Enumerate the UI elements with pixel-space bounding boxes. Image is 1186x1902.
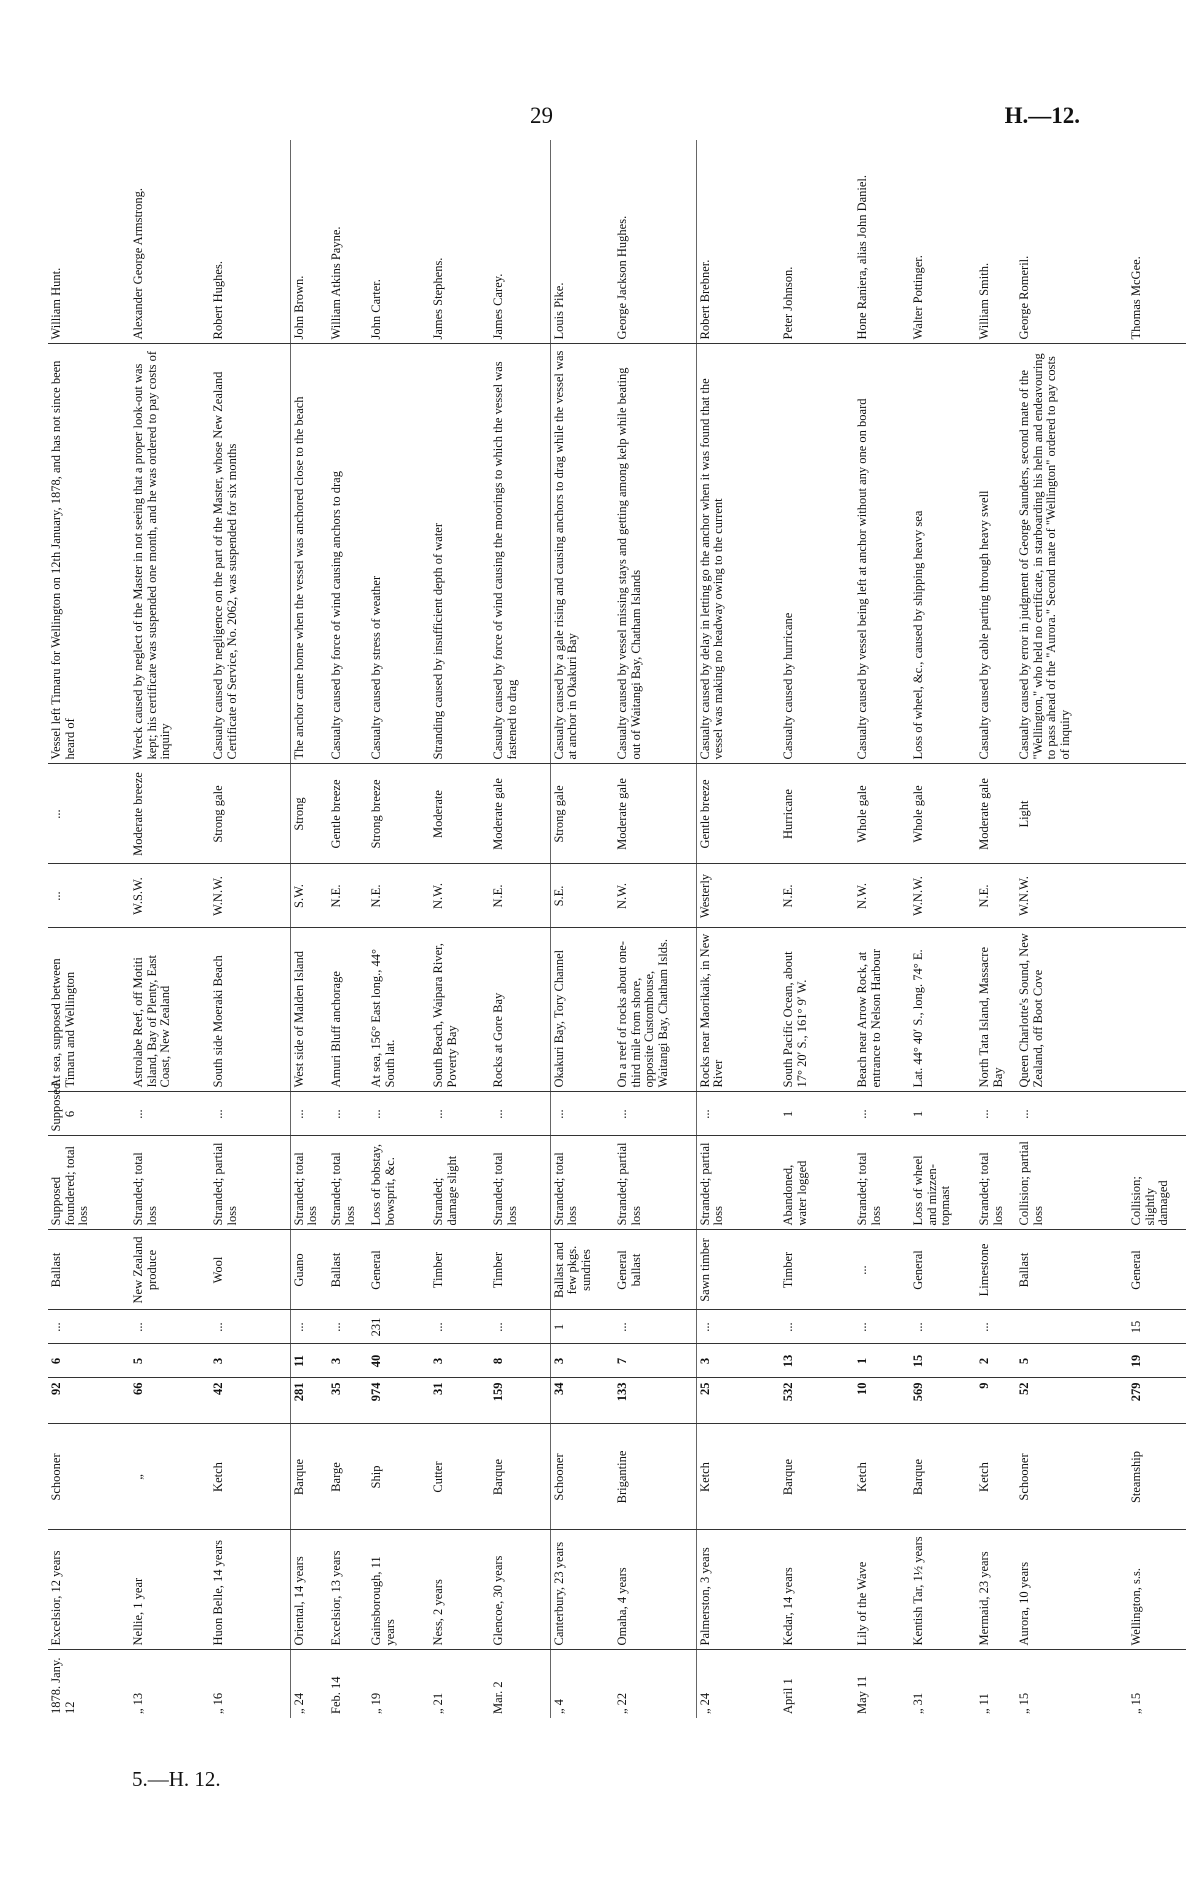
lives-lost-cell: ...: [614, 1092, 696, 1136]
date-cell: „ 19: [368, 1650, 430, 1718]
cause-cell: Wreck caused by neglect of the Master in not seeing that a proper look-out was kept; his certificate was suspended one month, and he was ordered to pay costs of inquiry: [130, 344, 210, 764]
date-cell: „ 4: [550, 1650, 614, 1718]
date-cell: 1878. Jany. 12: [48, 1650, 130, 1718]
place-cell: North Tata Island, Massacre Bay: [976, 928, 1016, 1092]
master-name-cell: George Romeril.: [1017, 255, 1031, 340]
passengers-cell: ...: [696, 1310, 780, 1344]
place-cell: Rocks near Maorikaik, in New River: [696, 928, 780, 1092]
tonnage-cell: 66: [130, 1378, 210, 1424]
cargo-cell: Guano: [290, 1230, 328, 1310]
wind-direction-cell: N.E.: [328, 864, 368, 928]
cargo-cell: Timber: [430, 1230, 490, 1310]
tonnage-cell: 92: [48, 1378, 130, 1424]
casualty-nature-cell: Collision; slightly damaged: [1128, 1136, 1186, 1230]
tonnage-cell: 52: [1016, 1378, 1128, 1424]
wind-force-cell: Moderate gale: [614, 764, 696, 864]
master-name-cell: Thomas McGee.: [1129, 256, 1143, 340]
place-cell: Lat. 44° 40′ S., long. 74° E.: [910, 928, 976, 1092]
table-row: [48, 140, 130, 1718]
table-row: [130, 140, 210, 1718]
tonnage-cell: 42: [210, 1378, 290, 1424]
passengers-cell: ...: [430, 1310, 490, 1344]
passengers-cell: ...: [780, 1310, 854, 1344]
vessel-cell: Gainsborough, 11 years: [368, 1530, 430, 1650]
wind-direction-cell: N.W.: [854, 864, 910, 928]
cause-cell: [1128, 344, 1186, 764]
tonnage-cell: 35: [328, 1378, 368, 1424]
rig-cell: Barque: [910, 1424, 976, 1530]
wind-force-cell: Strong gale: [550, 764, 614, 864]
cause-cell: Casualty caused by a gale rising and causing anchors to drag while the vessel was at anchor in Okakuri Bay: [550, 344, 614, 764]
table-row: [430, 140, 490, 1718]
cause-cell: Vessel left Timaru for Wellington on 12th January, 1878, and has not since been heard of: [48, 344, 130, 764]
crew-cell: 19: [1128, 1344, 1186, 1378]
crew-cell: 3: [550, 1344, 614, 1378]
cargo-cell: General: [368, 1230, 430, 1310]
place-cell: South side Moeraki Beach: [210, 928, 290, 1092]
cargo-cell: Timber: [490, 1230, 550, 1310]
casualty-nature-cell: Stranded; total loss: [854, 1136, 910, 1230]
wind-force-cell: Strong: [290, 764, 328, 864]
document-reference: H.—12.: [1004, 103, 1080, 128]
master-name-cell: George Jackson Hughes.: [615, 215, 629, 340]
table-row: [1016, 140, 1128, 1718]
wind-direction-cell: N.W.: [614, 864, 696, 928]
crew-cell: 40: [368, 1344, 430, 1378]
vessel-cell: Huon Belle, 14 years: [210, 1530, 290, 1650]
wind-direction-cell: W.N.W.: [1016, 864, 1128, 928]
crew-cell: 13: [780, 1344, 854, 1378]
date-cell: „ 24: [290, 1650, 328, 1718]
passengers-cell: ...: [328, 1310, 368, 1344]
casualty-nature-cell: Stranded; damage slight: [430, 1136, 490, 1230]
rig-cell: Ketch: [696, 1424, 780, 1530]
cause-cell: Casualty caused by vessel missing stays and getting among kelp while beating out of Waitangi Bay, Chatham Islands: [614, 344, 696, 764]
vessel-cell: Excelsior, 12 years: [48, 1530, 130, 1650]
table-row: [854, 140, 910, 1718]
casualty-nature-cell: Stranded; partial loss: [696, 1136, 780, 1230]
table-row: [550, 140, 614, 1718]
tonnage-cell: 133: [614, 1378, 696, 1424]
table-row: [976, 140, 1016, 1718]
vessel-cell: Mermaid, 23 years: [976, 1530, 1016, 1650]
tonnage-cell: 281: [290, 1378, 328, 1424]
vessel-cell: Excelsior, 13 years: [328, 1530, 368, 1650]
cargo-cell: Wool: [210, 1230, 290, 1310]
lives-lost-cell: ...: [550, 1092, 614, 1136]
wind-force-cell: Gentle breeze: [328, 764, 368, 864]
master-name-cell: William Smith.: [977, 262, 991, 340]
wind-force-cell: Moderate breeze: [130, 764, 210, 864]
lives-lost-cell: ...: [210, 1092, 290, 1136]
cause-cell: Casualty caused by vessel being left at anchor without any one on board: [854, 344, 910, 764]
lives-lost-cell: ...: [976, 1092, 1016, 1136]
tonnage-cell: 10: [854, 1378, 910, 1424]
wind-force-cell: Strong gale: [210, 764, 290, 864]
wind-direction-cell: N.E.: [368, 864, 430, 928]
lives-lost-cell: ...: [328, 1092, 368, 1136]
date-cell: „ 31: [910, 1650, 976, 1718]
tonnage-cell: 974: [368, 1378, 430, 1424]
casualty-nature-cell: Stranded; total loss: [976, 1136, 1016, 1230]
passengers-cell: 1: [550, 1310, 614, 1344]
casualty-nature-cell: Stranded; partial loss: [614, 1136, 696, 1230]
cause-cell: Stranding caused by insufficient depth of water: [430, 344, 490, 764]
lives-lost-cell: 1: [780, 1092, 854, 1136]
wind-force-cell: Whole gale: [910, 764, 976, 864]
wind-direction-cell: N.E.: [490, 864, 550, 928]
wind-force-cell: Gentle breeze: [696, 764, 780, 864]
master-name-cell: William Atkins Payne.: [329, 226, 343, 340]
place-cell: [1128, 928, 1186, 1092]
wind-force-cell: Moderate: [430, 764, 490, 864]
wind-direction-cell: N.W.: [430, 864, 490, 928]
cause-cell: Casualty caused by delay in letting go the anchor when it was found that the vessel was making no headway owing to the current: [696, 344, 780, 764]
wind-force-cell: [1128, 764, 1186, 864]
crew-cell: 5: [130, 1344, 210, 1378]
rig-cell: Schooner: [48, 1424, 130, 1530]
casualty-nature-cell: Stranded; total loss: [328, 1136, 368, 1230]
casualty-nature-cell: Stranded; partial loss: [210, 1136, 290, 1230]
casualty-nature-cell: Loss of bobstay, bowsprit, &c.: [368, 1136, 430, 1230]
rig-cell: Ketch: [854, 1424, 910, 1530]
vessel-cell: Nellie, 1 year: [130, 1530, 210, 1650]
table-row: [910, 140, 976, 1718]
master-name-cell: Robert Brebner.: [696, 140, 780, 344]
date-cell: „ 22: [614, 1650, 696, 1718]
crew-cell: 8: [490, 1344, 550, 1378]
date-cell: „ 21: [430, 1650, 490, 1718]
vessel-cell: Omaha, 4 years: [614, 1530, 696, 1650]
wind-force-cell: Whole gale: [854, 764, 910, 864]
master-name-cell: Robert Hughes.: [211, 261, 225, 340]
vessel-cell: Wellington, s.s.: [1128, 1530, 1186, 1650]
lives-lost-cell: ...: [368, 1092, 430, 1136]
crew-cell: 3: [430, 1344, 490, 1378]
wind-direction-cell: N.E.: [780, 864, 854, 928]
cargo-cell: Ballast: [1016, 1230, 1128, 1310]
passengers-cell: 231: [368, 1310, 430, 1344]
cargo-cell: Ballast: [328, 1230, 368, 1310]
place-cell: On a reef of rocks about one-third mile from shore, opposite Customhouse, Waitangi Bay, Chatham Islds.: [614, 928, 696, 1092]
cause-cell: Casualty caused by hurricane: [780, 344, 854, 764]
wind-direction-cell: W.N.W.: [210, 864, 290, 928]
rig-cell: Barge: [328, 1424, 368, 1530]
place-cell: At sea, 156° East long., 44° South lat.: [368, 928, 430, 1092]
table-row: [210, 140, 290, 1718]
vessel-cell: Ness, 2 years: [430, 1530, 490, 1650]
tonnage-cell: 9: [976, 1378, 1016, 1424]
crew-cell: 2: [976, 1344, 1016, 1378]
crew-cell: 7: [614, 1344, 696, 1378]
cause-cell: Casualty caused by negligence on the part of the Master, whose New Zealand Certificate of Service, No. 2062, was suspended for six months: [210, 344, 290, 764]
wind-direction-cell: S.E.: [550, 864, 614, 928]
footer-reference: 5.—H. 12.: [132, 1767, 221, 1791]
place-cell: Beach near Arrow Rock, at entrance to Nelson Harbour: [854, 928, 910, 1092]
crew-cell: 3: [210, 1344, 290, 1378]
lives-lost-cell: ...: [490, 1092, 550, 1136]
vessel-cell: Aurora, 10 years: [1016, 1530, 1128, 1650]
rotated-table-container: [48, 140, 1170, 1718]
wind-direction-cell: ...: [48, 864, 130, 928]
rig-cell: „: [130, 1424, 210, 1530]
master-name-cell: Alexander George Armstrong.: [131, 188, 145, 340]
vessel-cell: Canterbury, 23 years: [550, 1530, 614, 1650]
master-name-cell: James Stephens.: [431, 257, 445, 340]
cargo-cell: Sawn timber: [696, 1230, 780, 1310]
rig-cell: Barque: [780, 1424, 854, 1530]
lives-lost-cell: ...: [430, 1092, 490, 1136]
date-cell: „ 24: [696, 1650, 780, 1718]
passengers-cell: ...: [976, 1310, 1016, 1344]
date-cell: „ 15: [1128, 1650, 1186, 1718]
rig-cell: Brigantine: [614, 1424, 696, 1530]
lives-lost-cell: ...: [130, 1092, 210, 1136]
tonnage-cell: 279: [1128, 1378, 1186, 1424]
vessel-cell: Oriental, 14 years: [290, 1530, 328, 1650]
wind-force-cell: Hurricane: [780, 764, 854, 864]
tonnage-cell: 569: [910, 1378, 976, 1424]
place-cell: Okakuri Bay, Tory Channel: [550, 928, 614, 1092]
wind-force-cell: Strong breeze: [368, 764, 430, 864]
master-name-cell: William Hunt.: [49, 267, 63, 340]
master-name-cell: Louis Pike.: [550, 140, 614, 344]
casualty-nature-cell: Stranded; total loss: [490, 1136, 550, 1230]
tonnage-cell: 34: [550, 1378, 614, 1424]
casualty-nature-cell: Loss of wheel and mizzen-topmast: [910, 1136, 976, 1230]
wind-direction-cell: N.E.: [976, 864, 1016, 928]
lives-lost-cell: Supposed 6: [48, 1092, 130, 1136]
passengers-cell: 15: [1128, 1310, 1186, 1344]
rig-cell: Schooner: [1016, 1424, 1128, 1530]
passengers-cell: ...: [130, 1310, 210, 1344]
wind-direction-cell: [1128, 864, 1186, 928]
tonnage-cell: 532: [780, 1378, 854, 1424]
date-cell: „ 15: [1016, 1650, 1128, 1718]
lives-lost-cell: ...: [696, 1092, 780, 1136]
cause-cell: The anchor came home when the vessel was anchored close to the beach: [290, 344, 328, 764]
crew-cell: 11: [290, 1344, 328, 1378]
place-cell: Rocks at Gore Bay: [490, 928, 550, 1092]
rig-cell: Schooner: [550, 1424, 614, 1530]
place-cell: Amuri Bluff anchorage: [328, 928, 368, 1092]
passengers-cell: [1016, 1310, 1128, 1344]
lives-lost-cell: [1128, 1092, 1186, 1136]
page-number: 29: [530, 103, 553, 128]
vessel-cell: Lily of the Wave: [854, 1530, 910, 1650]
passengers-cell: ...: [210, 1310, 290, 1344]
wind-direction-cell: W.N.W.: [910, 864, 976, 928]
date-cell: May 11: [854, 1650, 910, 1718]
passengers-cell: ...: [910, 1310, 976, 1344]
passengers-cell: ...: [490, 1310, 550, 1344]
casualty-nature-cell: Abandoned, water logged: [780, 1136, 854, 1230]
cargo-cell: General: [1128, 1230, 1186, 1310]
place-cell: Astrolabe Reef, off Motiti Island, Bay of Plenty, East Coast, New Zealand: [130, 928, 210, 1092]
tonnage-cell: 31: [430, 1378, 490, 1424]
cargo-cell: New Zealand produce: [130, 1230, 210, 1310]
vessel-cell: Glencoe, 30 years: [490, 1530, 550, 1650]
table-row: [290, 140, 328, 1718]
wind-direction-cell: S.W.: [290, 864, 328, 928]
crew-cell: 15: [910, 1344, 976, 1378]
place-cell: South Pacific Ocean, about 17° 20′ S., 161° 9′ W.: [780, 928, 854, 1092]
cause-cell: Casualty caused by error in judgment of George Saunders, second mate of the "Wellington," who held no certificate, in starboarding his helm and endeavouring to pass ahead of the "Aurora." Second mate of "Wellington" ordered to pay costs of inquiry: [1016, 344, 1128, 764]
cause-cell: Casualty caused by cable parting through heavy swell: [976, 344, 1016, 764]
cargo-cell: Limestone: [976, 1230, 1016, 1310]
lives-lost-cell: ...: [290, 1092, 328, 1136]
table-row: [1128, 140, 1186, 1718]
crew-cell: 3: [696, 1344, 780, 1378]
place-cell: West side of Malden Island: [290, 928, 328, 1092]
rig-cell: Ketch: [976, 1424, 1016, 1530]
cause-cell: Casualty caused by stress of weather: [368, 344, 430, 764]
lives-lost-cell: ...: [1016, 1092, 1128, 1136]
cargo-cell: ...: [854, 1230, 910, 1310]
passengers-cell: ...: [48, 1310, 130, 1344]
crew-cell: 3: [328, 1344, 368, 1378]
table-row: [328, 140, 368, 1718]
cause-cell: Loss of wheel, &c., caused by shipping heavy sea: [910, 344, 976, 764]
cargo-cell: General ballast: [614, 1230, 696, 1310]
tonnage-cell: 159: [490, 1378, 550, 1424]
cause-cell: Casualty caused by force of wind causing the moorings to which the vessel was fastened to drag: [490, 344, 550, 764]
master-name-cell: John Brown.: [290, 140, 328, 344]
vessel-cell: Kedar, 14 years: [780, 1530, 854, 1650]
table-row: [490, 140, 550, 1718]
table-row: [780, 140, 854, 1718]
place-cell: At sea, supposed between Timaru and Wellington: [48, 928, 130, 1092]
rig-cell: Barque: [290, 1424, 328, 1530]
cargo-cell: General: [910, 1230, 976, 1310]
table-row: [614, 140, 696, 1718]
cargo-cell: Ballast: [48, 1230, 130, 1310]
date-cell: „ 13: [130, 1650, 210, 1718]
date-cell: „ 11: [976, 1650, 1016, 1718]
casualty-nature-cell: Stranded; total loss: [550, 1136, 614, 1230]
passengers-cell: ...: [854, 1310, 910, 1344]
lives-lost-cell: 1: [910, 1092, 976, 1136]
cargo-cell: Ballast and few pkgs. sundries: [550, 1230, 614, 1310]
cargo-cell: Timber: [780, 1230, 854, 1310]
wind-force-cell: Moderate gale: [490, 764, 550, 864]
crew-cell: 6: [48, 1344, 130, 1378]
tonnage-cell: 25: [696, 1378, 780, 1424]
place-cell: Queen Charlotte's Sound, New Zealand, off Boot Cove: [1016, 928, 1128, 1092]
master-name-cell: Walter Pottinger.: [911, 255, 925, 340]
rig-cell: Cutter: [430, 1424, 490, 1530]
date-cell: April 1: [780, 1650, 854, 1718]
wind-force-cell: Light: [1016, 764, 1128, 864]
master-name-cell: John Carter.: [369, 279, 383, 340]
rig-cell: Barque: [490, 1424, 550, 1530]
shipping-casualties-table: [48, 140, 1186, 1718]
lives-lost-cell: ...: [854, 1092, 910, 1136]
wind-force-cell: ...: [48, 764, 130, 864]
crew-cell: 5: [1016, 1344, 1128, 1378]
cause-cell: Casualty caused by force of wind causing anchors to drag: [328, 344, 368, 764]
place-cell: South Beach, Waipara River, Poverty Bay: [430, 928, 490, 1092]
master-name-cell: James Carey.: [491, 273, 505, 340]
passengers-cell: ...: [614, 1310, 696, 1344]
master-name-cell: Hone Raniera, alias John Daniel.: [855, 174, 869, 340]
vessel-cell: Palmerston, 3 years: [696, 1530, 780, 1650]
master-name-cell: Peter Johnson.: [781, 266, 795, 340]
crew-cell: 1: [854, 1344, 910, 1378]
date-cell: Mar. 2: [490, 1650, 550, 1718]
casualty-nature-cell: Stranded; total loss: [130, 1136, 210, 1230]
date-cell: „ 16: [210, 1650, 290, 1718]
table-row: [696, 140, 780, 1718]
passengers-cell: ...: [290, 1310, 328, 1344]
vessel-cell: Kentish Tar, 1½ years: [910, 1530, 976, 1650]
wind-direction-cell: Westerly: [696, 864, 780, 928]
date-cell: Feb. 14: [328, 1650, 368, 1718]
rig-cell: Ketch: [210, 1424, 290, 1530]
table-row: [368, 140, 430, 1718]
wind-direction-cell: W.S.W.: [130, 864, 210, 928]
casualty-nature-cell: Supposed foundered; total loss: [48, 1136, 130, 1230]
casualty-nature-cell: Collision; partial loss: [1016, 1136, 1128, 1230]
rig-cell: Steamship: [1128, 1424, 1186, 1530]
casualty-nature-cell: Stranded; total loss: [290, 1136, 328, 1230]
wind-force-cell: Moderate gale: [976, 764, 1016, 864]
rig-cell: Ship: [368, 1424, 430, 1530]
